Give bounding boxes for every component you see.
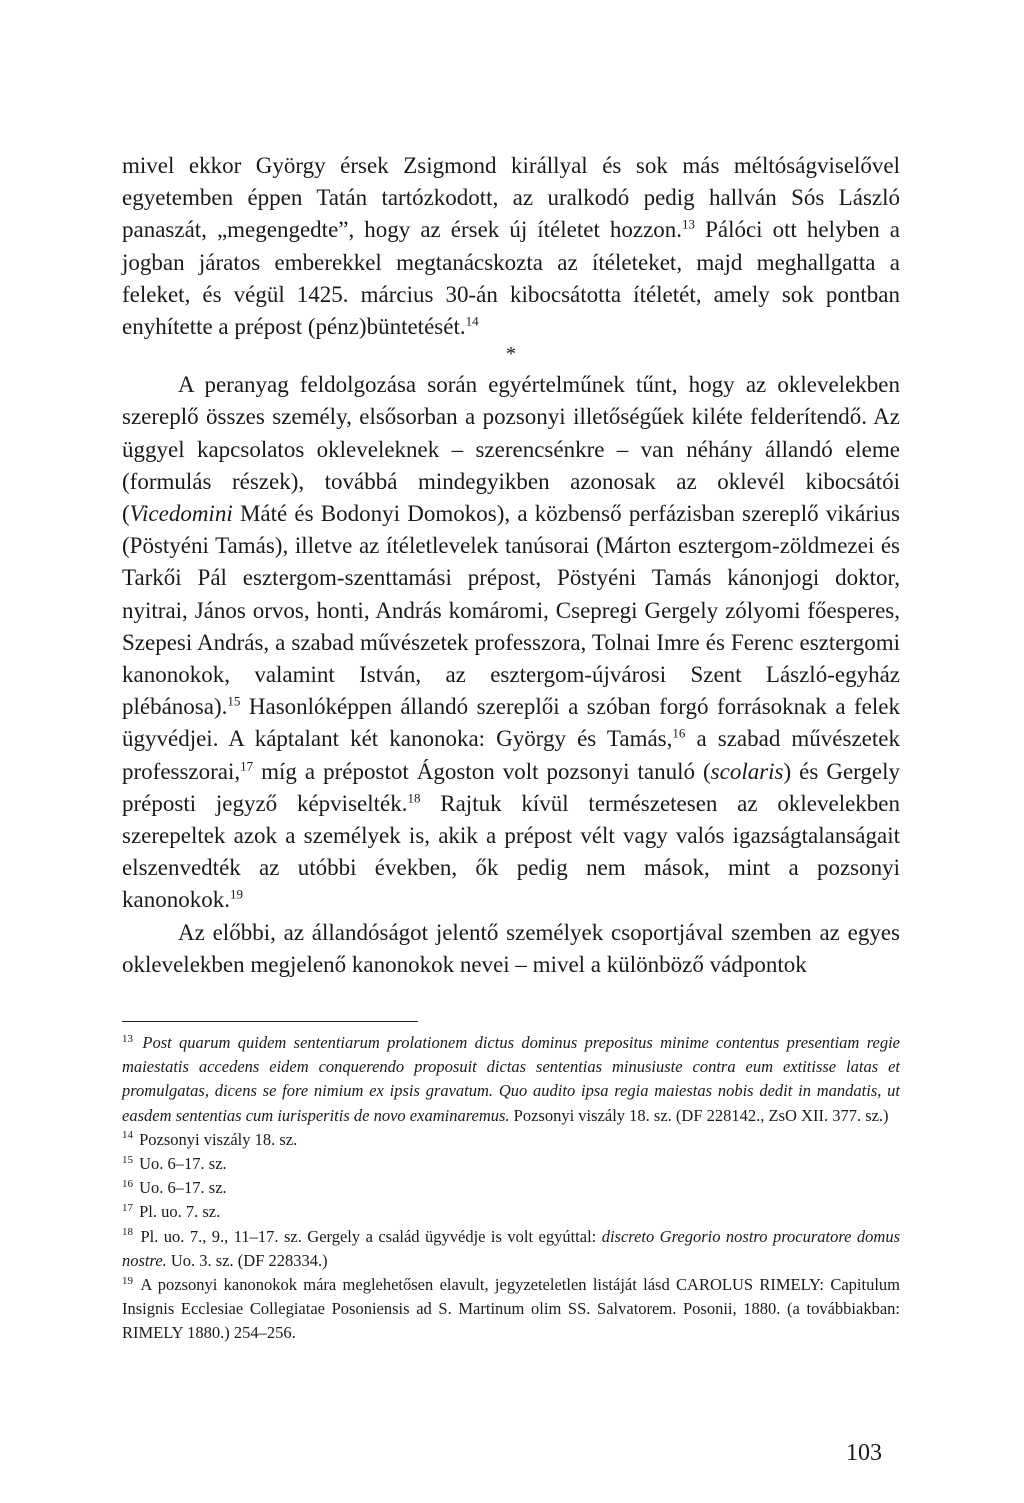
text-run: a szabad művészetek professzorai,: [122, 726, 900, 784]
footnote-13: [122, 1031, 900, 1128]
footnote-reference: 14: [465, 313, 479, 329]
footnote-16: [122, 1176, 900, 1200]
text-run: ) és Gergely préposti jegyző képviselték.: [122, 758, 900, 816]
text-run: A peranyag feldolgozása során egyértelműnek tűnt, hogy az oklevelekben szereplő összes személy, elsősorban a pozsonyi illetőségűek kiléte felderítendő. Az üggyel kapcsolatos okleveleknek – szerencsénkre – van néhány állandó eleme (formulás részek), továbbá mindegyikben azonosak az oklevél kibocsátói (: [122, 372, 900, 527]
text-run: Máté és Bodonyi Domokos), a közbenső perfázisban szereplő vikárius (Pöstyéni Tamás), illetve az ítéletlevelek tanúsorai (Márton esztergom-zöldmezei és Tarkői Pál esztergom-szenttamási prépost, Pöstyéni Tamás kánonjogi doktor, nyitrai, János orvos, honti, András komáromi, Csepregi Gergely zólyomi főesperes, Szepesi András, a szabad művészetek professzora, Tolnai Imre és Ferenc esztergomi kanonokok, valamint István, az esztergom-újvárosi Szent László-egyház plébánosa).: [122, 501, 900, 720]
footnote-reference: 15: [227, 693, 241, 709]
italic-text: discreto Gregorio nostro procuratore domus nostre.: [122, 1226, 900, 1270]
text-run: míg a prépostot Ágoston volt pozsonyi tanuló (: [253, 758, 711, 784]
footnote-number: 19: [122, 1274, 133, 1287]
section-separator: *: [506, 343, 516, 366]
text-run: Pl. uo. 7., 9., 11–17. sz. Gergely a család ügyvédje is volt egyúttal:: [140, 1226, 602, 1246]
footnote-18: [122, 1225, 900, 1273]
footnote-14: [122, 1128, 900, 1152]
text-run: Uo. 6–17. sz.: [139, 1178, 227, 1198]
page-number: 103: [846, 1440, 882, 1466]
text-run: Rajtuk kívül természetesen az oklevelekben szerepeltek azok a személyek is, akik a prépost vélt vagy valós igazságtalanságait elszenvedték az utóbbi években, ők pedig nem mások, mint a pozsonyi kanonokok.: [122, 790, 900, 913]
footnote-reference: 16: [672, 725, 686, 741]
footnote-reference: 19: [229, 886, 243, 902]
text-run: Hasonlóképpen állandó szereplői a szóban forgó forrásoknak a felek ügyvédjei. A káptalant két kanonoka: György és Tamás,: [122, 694, 900, 752]
text-run: Uo. 6–17. sz.: [139, 1154, 227, 1174]
text-run: Pozsonyi viszály 18. sz. (DF 228142., ZsO XII. 377. sz.): [509, 1105, 889, 1125]
footnote-number: 14: [122, 1129, 133, 1142]
footnote-reference: 18: [407, 790, 421, 806]
paragraph-1: [122, 150, 900, 343]
footnote-19: [122, 1273, 900, 1346]
footnote-reference: 13: [682, 216, 696, 232]
footnote-number: 17: [122, 1201, 133, 1214]
italic-text: Post quarum quidem sententiarum prolationem dictus dominus prepositus minime contentus presentiam regie maiestatis accedens eidem conquerendo proposuit dictas sententias minusiuste contra eum extitisse latas et promulgatas, dicens se fore nimium ex ipsis gravatum. Quo audito ipsa regia maiestas nobis dedit in mandatis, ut easdem sententias cum iurisperitis de novo examinaremus.: [122, 1033, 900, 1125]
text-run: Pálóci ott helyben a jogban járatos emberekkel megtanácskozta az ítéleteket, majd meghallgatta a feleket, és végül 1425. március 30-án kibocsátotta ítéletét, amely sok pontban enyhítette a prépost (pénz)büntetését.: [122, 217, 900, 340]
footnote-number: 16: [122, 1177, 133, 1190]
footnote-number: 13: [122, 1032, 133, 1045]
footnote-17: [122, 1200, 900, 1224]
paragraph-3: [122, 917, 900, 981]
footnote-number: 18: [122, 1226, 133, 1239]
text-run: Pl. uo. 7. sz.: [139, 1202, 221, 1222]
footnote-number: 15: [122, 1153, 133, 1166]
text-run: A pozsonyi kanonokok mára meglehetősen elavult, jegyzeteletlen listáját lásd CAROLUS RIMELY: Capitulum Insignis Ecclesiae Collegiatae Posoniensis ad S. Martinum olim SS. Salvatorem. Posonii, 1880. (a továbbiakban: RIMELY 1880.) 254–256.: [122, 1275, 900, 1343]
paragraph-2: [122, 369, 900, 916]
text-run: mivel ekkor György érsek Zsigmond királlyal és sok más méltóságviselővel egyetemben éppen Tatán tartózkodott, az uralkodó pedig hallván Sós László panaszát, „megengedte”, hogy az érsek új ítéletet hozzon.: [122, 153, 900, 243]
footnotes: [122, 1031, 900, 1346]
text-run: Az előbbi, az állandóságot jelentő személyek csoportjával szemben az egyes oklevelekben megjelenő kanonokok nevei – mivel a különböző vádpontok: [122, 919, 900, 977]
italic-text: scolaris: [710, 758, 784, 784]
footnote-divider: [122, 1021, 418, 1022]
text-run: Uo. 3. sz. (DF 228334.): [166, 1250, 328, 1270]
footnote-15: [122, 1152, 900, 1176]
footnote-reference: 17: [240, 758, 254, 773]
italic-text: Vicedomini: [129, 501, 233, 527]
text-run: Pozsonyi viszály 18. sz.: [139, 1129, 298, 1149]
main-text: [122, 150, 900, 981]
